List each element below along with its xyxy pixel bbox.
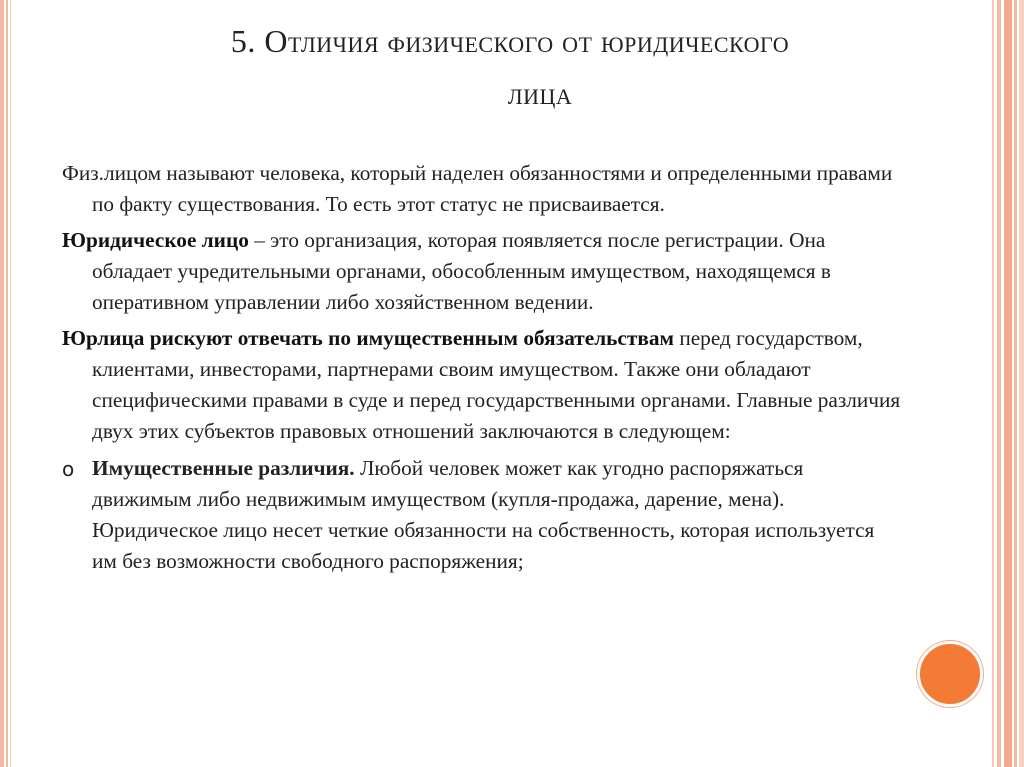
paragraph-physical-person (62, 158, 902, 220)
right-border-stripe (1014, 0, 1017, 767)
paragraph-bold-lead: Юридическое лицо (62, 228, 249, 252)
decorative-circle (917, 641, 983, 707)
left-border-stripe (0, 0, 4, 767)
right-border-stripe (997, 0, 1001, 767)
bullet-bold-lead: Имущественные различия. (92, 456, 355, 480)
paragraph-text: Физ.лицом называют человека, который наделен обязанностями и определенными правами по факту существования. То есть этот статус не присваивается. (62, 161, 893, 216)
paragraph-bold-lead: Юрлица рискуют отвечать по имущественным обязательствам (62, 326, 674, 350)
bullet-circle-icon: o (62, 457, 75, 481)
slide-body (62, 158, 902, 577)
slide-title (80, 15, 940, 119)
slide-title-line-1: 5. Отличия физического от юридического (230, 23, 790, 59)
paragraph-liability (62, 323, 902, 447)
paragraph-text: – это организация, которая появляется после регистрации. Она обладает учредительными органами, обособленным имуществом, находящемся в оперативном управлении либо хозяйственном ведении. (92, 228, 831, 314)
left-border-stripe (10, 0, 11, 767)
bullet-text: Любой человек может как угодно распоряжаться движимым либо недвижимым имуществом (купля-продажа, дарение, мена). Юридическое лицо несет четкие обязанности на собственность, которая используется им без возможности свободного распоряжения; (92, 456, 875, 573)
right-border-stripe (992, 0, 994, 767)
bullet-item-property (62, 453, 902, 577)
paragraph-text: перед государством, клиентами, инвесторами, партнерами своим имуществом. Также они обладают специфическими правами в суде и перед государственными органами. Главные различия двух этих субъектов правовых отношений заключаются в следующем: (92, 326, 901, 443)
right-border-stripe (1004, 0, 1012, 767)
left-border-stripe (6, 0, 8, 767)
paragraph-legal-entity (62, 225, 902, 318)
right-border-stripe (1019, 0, 1024, 767)
slide-title-line-2: лица (507, 75, 573, 111)
